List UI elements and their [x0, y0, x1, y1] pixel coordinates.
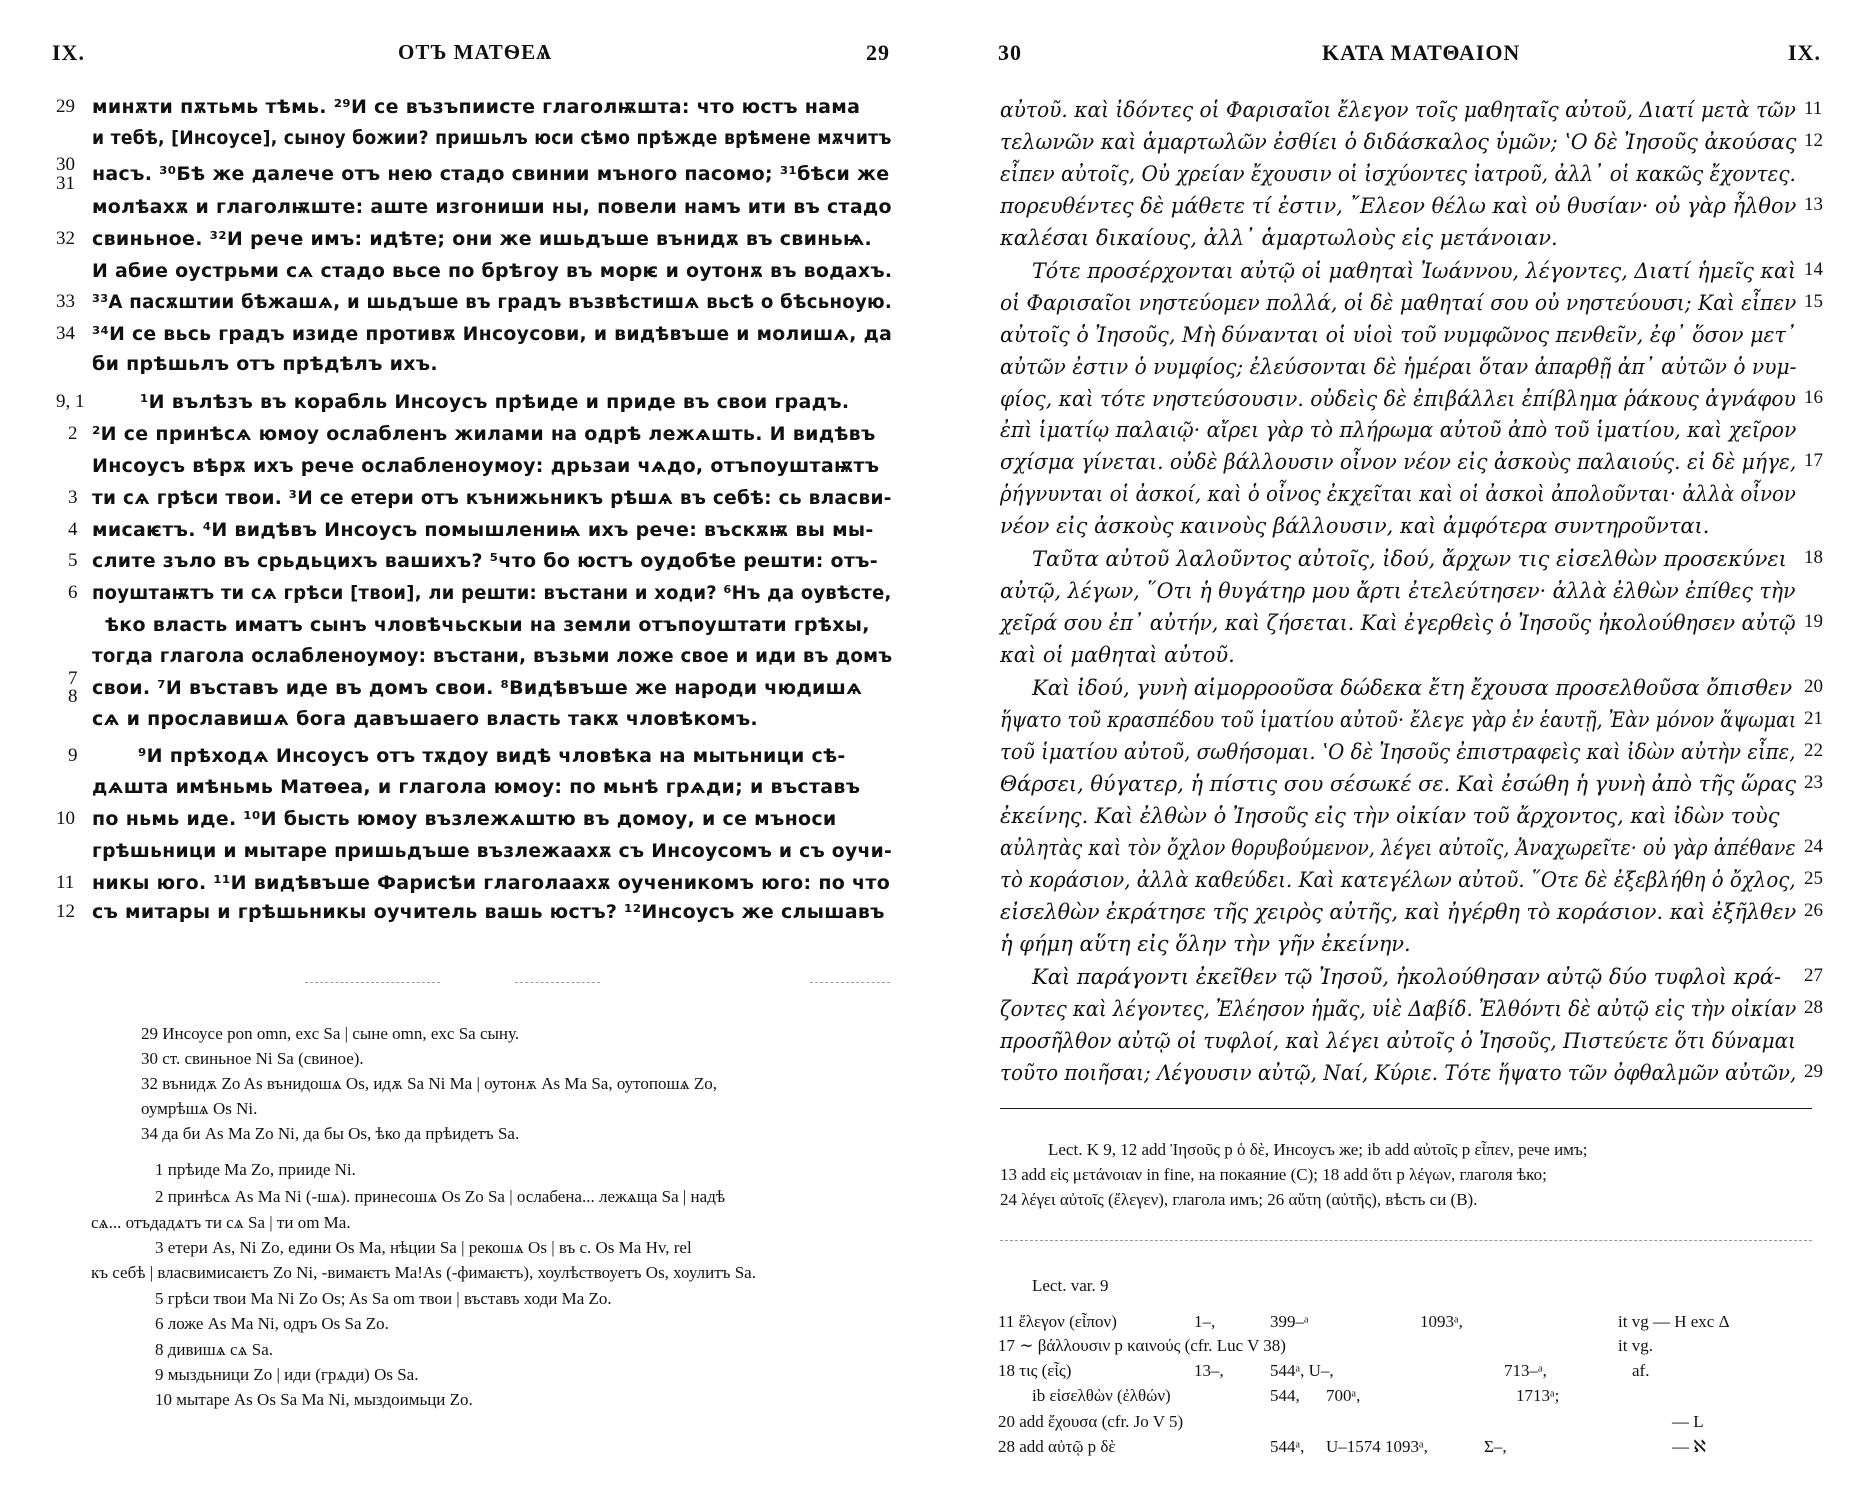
apparatus-line: 9 мыздьници Zo | иди (грѧди) Os Sa. [155, 1365, 419, 1384]
version-cell: it vg. [1618, 1336, 1653, 1355]
left-chapter-number: IX. [52, 40, 85, 65]
verse-number: 11 [56, 872, 75, 893]
verse-number: 12 [56, 901, 75, 922]
verse-number: 29 [1804, 1061, 1823, 1082]
text-line: съ митары и грѣшьникы оучитель вашь юстъ? ¹²Инсоусъ же слышавъ [92, 901, 885, 923]
apparatus-line: 10 мытаре As Os Sa Ma Ni, мыздоимьци Zo. [155, 1390, 473, 1409]
text-line: φίος, καὶ τότε νηστεύσουσιν. οὐδεὶς δὲ ἐπιβάλλει ἐπίβλημα ῥάκους ἀγνάφου [1000, 387, 1796, 411]
text-line: ῥήγνυνται οἱ ἀσκοί, καὶ ὁ οἶνος ἐκχεῖται καὶ οἱ ἀσκοὶ ἀπολοῦνται· ἀλλὰ οἶνον [1000, 482, 1796, 506]
verse-number: 9, 1 [56, 391, 85, 412]
verse-number: 28 [1804, 997, 1823, 1018]
verse-number: 20 [1804, 676, 1823, 697]
version-cell: — L [1672, 1412, 1704, 1431]
apparatus-line: сѧ... отъдадѧтъ ти сѧ Sa | ти om Ma. [91, 1213, 351, 1232]
variant-reading: ib εἰσελθὼν (ἐλθών) [1032, 1386, 1171, 1405]
text-line: τὸ κοράσιον, ἀλλὰ καθεύδει. Καὶ κατεγέλων αὐτοῦ. ῞Οτε δὲ ἐξεβλήθη ὁ ὄχλος, [1000, 868, 1796, 892]
divider [1000, 1108, 1812, 1109]
text-line: сѧ и прославишѧ бога давъшаего власть такѫ чловѣкомъ. [92, 708, 758, 730]
verse-number: 23 [1804, 772, 1823, 793]
verse-number: 3 [68, 487, 78, 508]
apparatus-line: 5 грѣси твои Ma Ni Zo Os; As Sa om твои | въставъ ходи Ma Zo. [155, 1289, 612, 1308]
text-line: молѣахѫ и глаголѭште: аште изгониши ны, повели намъ ити въ стадо [92, 196, 892, 218]
witness-cell: 544ᵃ, [1270, 1437, 1305, 1456]
witness-cell: 713–ᵃ, [1504, 1361, 1547, 1380]
text-line: αὐτοῦ. καὶ ἰδόντες οἱ Φαρισαῖοι ἔλεγον τοῖς μαθηταῖς αὐτοῦ, Διατί μετὰ τῶν [1000, 98, 1796, 122]
text-line: νέον εἰς ἀσκοὺς καινοὺς βάλλουσιν, καὶ ἀμφότερα συντηροῦνται. [1000, 514, 1710, 538]
apparatus-line: 6 ложе As Ma Ni, одръ Os Sa Zo. [155, 1314, 389, 1333]
verse-number: 7 [68, 668, 78, 689]
witness-cell: 1–, [1194, 1312, 1216, 1331]
text-line: свои. ⁷И въставъ иде въ домъ свои. ⁸Видѣвъше же народи чюдишѧ [92, 677, 863, 699]
text-line: καὶ οἱ μαθηταὶ αὐτοῦ. [1000, 643, 1235, 667]
witness-cell: 1093ᵃ, [1420, 1312, 1463, 1331]
text-line: ³³А пасѫштии бѣжашѧ, и шьдъше въ градъ възвѣстишѧ вьсѣ о бѣсьноую. [92, 291, 893, 313]
apparatus-line: 2 принѣсѧ As Ma Ni (-шѧ). принесошѧ Os Zo Sa | ослабена... лежѧща Sa | надѣ [155, 1187, 726, 1206]
text-line: Инсоусъ вѣрѫ ихъ рече ослабленоумоу: дрьзаи чѧдо, отъпоуштаѭтъ [92, 455, 880, 477]
text-line: καλέσαι δικαίους, ἀλλ᾿ ἁμαρτωλοὺς εἰς μετάνοιαν. [1000, 226, 1558, 250]
verse-number: 26 [1804, 900, 1823, 921]
text-line: Καὶ παράγοντι ἐκεῖθεν τῷ Ἰησοῦ, ἠκολούθησαν αὐτῷ δύο τυφλοὶ κρά- [1032, 965, 1782, 989]
verse-number: 24 [1804, 836, 1823, 857]
verse-number: 16 [1804, 387, 1823, 408]
apparatus-line: 3 етери As, Ni Zo, едини Os Ma, нѣции Sa | рекошѧ Os | въ с. Os Ma Hv, rel [155, 1238, 692, 1257]
lect-note-line: 24 λέγει αὐτοῖς (ἔλεγεν), глагола имъ; 26 αὕτη (αὐτῆς), вѣсть си (B). [1000, 1190, 1478, 1209]
apparatus-line: 1 прѣиде Ma Zo, прииде Ni. [155, 1160, 356, 1179]
verse-number: 10 [56, 808, 75, 829]
text-line: грѣшьници и мытаре пришьдъше възлежаахѫ съ Инсоусомъ и съ оучи- [92, 840, 893, 862]
text-line: ἥψατο τοῦ κρασπέδου τοῦ ἱματίου αὐτοῦ· ἔλεγε γὰρ ἐν ἑαυτῇ, Ἐὰν μόνον ἅψωμαι [1000, 708, 1797, 732]
text-line: насъ. ³⁰Бѣ же далече отъ нею стадо свинии мъного пасомо; ³¹бѣси же [92, 163, 890, 185]
witness-cell: 700ᵃ, [1326, 1386, 1361, 1405]
verse-number: 21 [1804, 708, 1823, 729]
verse-number: 14 [1804, 259, 1823, 280]
variant-reading: 28 add αὐτῷ p δὲ [998, 1437, 1116, 1456]
verse-number: 13 [1804, 194, 1823, 215]
witness-cell: 1713ᵃ; [1516, 1386, 1560, 1405]
right-page [936, 0, 1872, 1500]
text-line: αὐτοῖς ὁ Ἰησοῦς, Μὴ δύνανται οἱ υἱοὶ τοῦ νυμφῶνος πενθεῖν, ἐφ᾿ ὅσον μετ᾿ [1000, 323, 1797, 347]
text-line: προσῆλθον αὐτῷ οἱ τυφλοί, καὶ λέγει αὐτοῖς ὁ Ἰησοῦς, Πιστεύετε ὅτι δύναμαι [1000, 1029, 1796, 1053]
text-line: и тебѣ, [Инсоусе], сыноу божии? пришьлъ юси сѣмо прѣжде врѣмене мѫчитъ [92, 127, 892, 149]
text-line: ³⁴И се вьсь градъ изиде противѫ Инсоусови, и видѣвъше и молишѧ, да [92, 323, 893, 345]
text-line: Τότε προσέρχονται αὐτῷ οἱ μαθηταὶ Ἰωάννου, λέγοντες, Διατί ἡμεῖς καὶ [1032, 259, 1797, 283]
verse-number: 2 [68, 423, 78, 444]
verse-number: 27 [1804, 965, 1823, 986]
lect-note-line: 13 add εἰς μετάνοιαν in fine, на покаяние (C); 18 add ὅτι p λέγων, глаголя ѣко; [1000, 1165, 1547, 1184]
right-running-title: ΚΑΤΑ ΜΑΤΘΑΙΟΝ [1322, 40, 1521, 65]
verse-number: 30 [56, 154, 75, 175]
witness-cell: 399–ᵃ [1270, 1312, 1309, 1331]
witness-cell: 13–, [1194, 1361, 1224, 1380]
text-line: ¹И вълѣзъ въ корабль Инсоусъ прѣиде и приде въ свои градъ. [140, 391, 850, 413]
verse-number: 25 [1804, 868, 1823, 889]
text-line: И абие оустрьми сѧ стадо вьсе по брѣгоу въ морѥ и оутонѫ въ водахъ. [92, 260, 893, 282]
text-line: οἱ Φαρισαῖοι νηστεύομεν πολλά, οἱ δὲ μαθηταί σου οὐ νηστεύουσι; Καὶ εἶπεν [1000, 291, 1797, 315]
left-running-title: ОТЪ МАТѲЕѦ [398, 40, 553, 64]
apparatus-line: 32 вънидѫ Zo As вънидошѧ Os, идѫ Sa Ni Ma | оутонѫ As Ma Sa, оутопошѧ Zo, [141, 1074, 717, 1093]
verse-number: 8 [68, 686, 78, 707]
verse-number: 4 [68, 519, 78, 540]
text-line: ἐπὶ ἱματίῳ παλαιῷ· αἴρει γὰρ τὸ πλήρωμα αὐτοῦ ἀπὸ τοῦ ἱματίου, καὶ χεῖρον [1000, 418, 1797, 442]
apparatus-line: оумрѣшѧ Os Ni. [141, 1099, 258, 1118]
verse-number: 15 [1804, 291, 1823, 312]
text-line: ἡ φήμη αὕτη εἰς ὅλην τὴν γῆν ἐκείνην. [1000, 932, 1411, 956]
verse-number: 22 [1804, 740, 1823, 761]
text-line: никы юго. ¹¹И видѣвъше Фарисѣи глаголаахѫ оученикомъ юго: по что [92, 872, 891, 894]
variant-reading: 20 add ἔχουσα (cfr. Jo V 5) [998, 1412, 1184, 1431]
text-line: по ньмь иде. ¹⁰И бысть юмоу възлежѧштю въ домоу, и се мъноси [92, 808, 837, 830]
lect-var-title: Lect. var. 9 [1032, 1276, 1109, 1295]
variant-reading: 17 ∼ βάλλουσιν p καινούς (cfr. Luc V 38) [998, 1336, 1286, 1355]
text-line: слите зъло въ срьдьцихъ вашихъ? ⁵что бо юстъ оудобѣе решти: отъ- [92, 550, 878, 572]
apparatus-line: 8 дивишѧ сѧ Sa. [155, 1340, 274, 1359]
text-line: мисаѥтъ. ⁴И видѣвъ Инсоусъ помышлениѩ ихъ рече: въскѫѭ вы мы- [92, 519, 874, 541]
version-cell: it vg — H exc Δ [1618, 1312, 1730, 1331]
text-line: αὐτῶν ἐστιν ὁ νυμφίος; ἐλεύσονται δὲ ἡμέραι ὅταν ἀπαρθῇ ἀπ᾿ αὐτῶν ὁ νυμ- [1000, 355, 1797, 379]
verse-number: 19 [1804, 611, 1823, 632]
divider [810, 982, 890, 983]
text-line: ζοντες καὶ λέγοντες, Ἐλέησον ἡμᾶς, υἱὲ Δαβίδ. Ἐλθόντι δὲ αὐτῷ εἰς τὴν οἰκίαν [1000, 997, 1797, 1021]
verse-number: 17 [1804, 450, 1823, 471]
verse-number: 32 [56, 228, 75, 249]
text-line: Ταῦτα αὐτοῦ λαλοῦντος αὐτοῖς, ἰδού, ἄρχων τις εἰσελθὼν προσεκύνει [1032, 547, 1787, 571]
text-line: χεῖρά σου ἐπ᾿ αὐτήν, καὶ ζήσεται. Καὶ ἐγερθεὶς ὁ Ἰησοῦς ἠκολούθησεν αὐτῷ [1000, 611, 1796, 635]
text-line: тогда глагола ослабленоумоу: въстани, възьми ложе свое и иди въ домъ [92, 645, 893, 667]
lect-note-line: Lect. K 9, 12 add Ἰησοῦς p ὁ δὲ, Инсоусъ же; ib add αὐτοῖς p εἶπεν, рече имъ; [1048, 1140, 1588, 1159]
left-page-number: 29 [866, 40, 890, 65]
apparatus-line: 34 да би As Ma Zo Ni, да бы Os, ѣко да прѣидетъ Sa. [141, 1124, 520, 1143]
text-line: дѧшта имѣньмь Матѳеа, и глагола юмоу: по мьнѣ грѧди; и въставъ [92, 776, 861, 798]
verse-number: 12 [1804, 130, 1823, 151]
text-line: τελωνῶν καὶ ἁμαρτωλῶν ἐσθίει ὁ διδάσκαλος ὑμῶν; ʽΟ δὲ Ἰησοῦς ἀκούσας [1000, 130, 1797, 154]
version-cell: — ℵ [1672, 1437, 1706, 1456]
text-line: Θάρσει, θύγατερ, ἡ πίστις σου σέσωκέ σε. Καὶ ἐσώθη ἡ γυνὴ ἀπὸ τῆς ὥρας [1000, 772, 1797, 796]
divider [305, 982, 440, 983]
text-line: свиньное. ³²И рече имъ: идѣте; они же ишьдъше вънидѫ въ свиньѩ. [92, 228, 873, 250]
text-line: ⁹И прѣходѧ Инсоусъ отъ тѫдоу видѣ чловѣка на мытьници сѣ- [138, 745, 846, 767]
witness-cell: Σ–, [1484, 1437, 1507, 1456]
text-line: εἰσελθὼν ἐκράτησε τῆς χειρὸς αὐτῆς, καὶ ἠγέρθη τὸ κοράσιον. καὶ ἐξῆλθεν [1000, 900, 1797, 924]
apparatus-line: 30 ст. свиньное Ni Sa (свиное). [141, 1049, 364, 1068]
verse-number: 18 [1804, 547, 1823, 568]
witness-cell: 544, [1270, 1386, 1300, 1405]
text-line: τοῦτο ποιῆσαι; Λέγουσιν αὐτῷ, Ναί, Κύριε. Τότε ἥψατο τῶν ὀφθαλμῶν αὐτῶν, [1000, 1061, 1797, 1085]
verse-number: 11 [1804, 98, 1823, 119]
text-line: Καὶ ἰδού, γυνὴ αἱμορροοῦσα δώδεκα ἔτη ἔχουσα προσελθοῦσα ὄπισθεν [1032, 676, 1793, 700]
verse-number: 29 [56, 96, 75, 117]
right-chapter-number: IX. [1788, 40, 1821, 65]
verse-number: 33 [56, 291, 75, 312]
variant-reading: 18 τις (εἷς) [998, 1361, 1072, 1380]
verse-number: 34 [56, 323, 75, 344]
text-line: ²И се принѣсѧ юмоу ослабленъ жилами на одрѣ лежѧшть. И видѣвъ [92, 423, 876, 445]
text-line: αὐτῷ, λέγων, ῞Οτι ἡ θυγάτηρ μου ἄρτι ἐτελεύτησεν· ἀλλὰ ἐλθὼν ἐπίθες τὴν [1000, 579, 1796, 603]
text-line: εἶπεν αὐτοῖς, Οὐ χρείαν ἔχουσιν οἱ ἰσχύοντες ἰατροῦ, ἀλλ᾿ οἱ κακῶς ἔχοντες. [1000, 162, 1796, 186]
text-line: σχίσμα γίνεται. οὐδὲ βάλλουσιν οἶνον νέον εἰς ἀσκοὺς παλαιούς. εἰ δὲ μήγε, [1000, 450, 1797, 474]
text-line: ѣко власть иматъ сынъ чловѣчьскыи на земли отъпоуштати грѣхы, [105, 614, 870, 636]
right-page-number: 30 [998, 40, 1022, 65]
text-line: τοῦ ἱματίου αὐτοῦ, σωθήσομαι. ʽΟ δὲ Ἰησοῦς ἐπιστραφεὶς καὶ ἰδὼν αὐτὴν εἶπε, [1000, 740, 1796, 764]
verse-number: 6 [68, 582, 78, 603]
witness-cell: 544ᵃ, U–, [1270, 1361, 1334, 1380]
witness-cell: U–1574 1093ᵃ, [1326, 1437, 1428, 1456]
version-cell: af. [1632, 1361, 1650, 1380]
text-line: би прѣшьлъ отъ прѣдѣлъ ихъ. [92, 353, 438, 375]
text-line: ἐκείνης. Καὶ ἐλθὼν ὁ Ἰησοῦς εἰς τὴν οἰκίαν τοῦ ἄρχοντος, καὶ ἰδὼν τοὺς [1000, 804, 1780, 828]
text-line: αὐλητὰς καὶ τὸν ὄχλον θορυβούμενον, λέγει αὐτοῖς, Ἀναχωρεῖτε· οὐ γὰρ ἀπέθανε [1000, 836, 1796, 860]
text-line: минѫти пѫтьмь тѣмь. ²⁹И се възъпиисте глаголѭшта: что юстъ нама [92, 96, 861, 118]
verse-number: 9 [68, 745, 78, 766]
text-line: поуштаѭтъ ти сѧ грѣси [твои], ли решти: въстани и ходи? ⁶Нъ да оувѣсте, [92, 582, 892, 604]
apparatus-line: къ себѣ | власвимисаѥтъ Zo Ni, -вимаѥтъ Ma!As (-фимаѥтъ), хоулѣствоуетъ Os, хоулитъ Sa. [91, 1263, 756, 1282]
verse-number: 31 [56, 173, 75, 194]
variant-reading: 11 ἔλεγον (εἶπον) [998, 1312, 1117, 1331]
verse-number: 5 [68, 550, 78, 571]
apparatus-line: 29 Инсоусе pon omn, exc Sa | сыне omn, exc Sa сыну. [141, 1024, 520, 1043]
text-line: πορευθέντες δὲ μάθετε τί ἐστιν, ῎Ελεον θέλω καὶ οὐ θυσίαν· οὐ γὰρ ἦλθον [1000, 194, 1797, 218]
divider [515, 982, 600, 983]
divider [1000, 1240, 1812, 1241]
text-line: ти сѧ грѣси твои. ³И се етери отъ кънижьникъ рѣшѧ въ себѣ: сь власви- [92, 487, 892, 509]
